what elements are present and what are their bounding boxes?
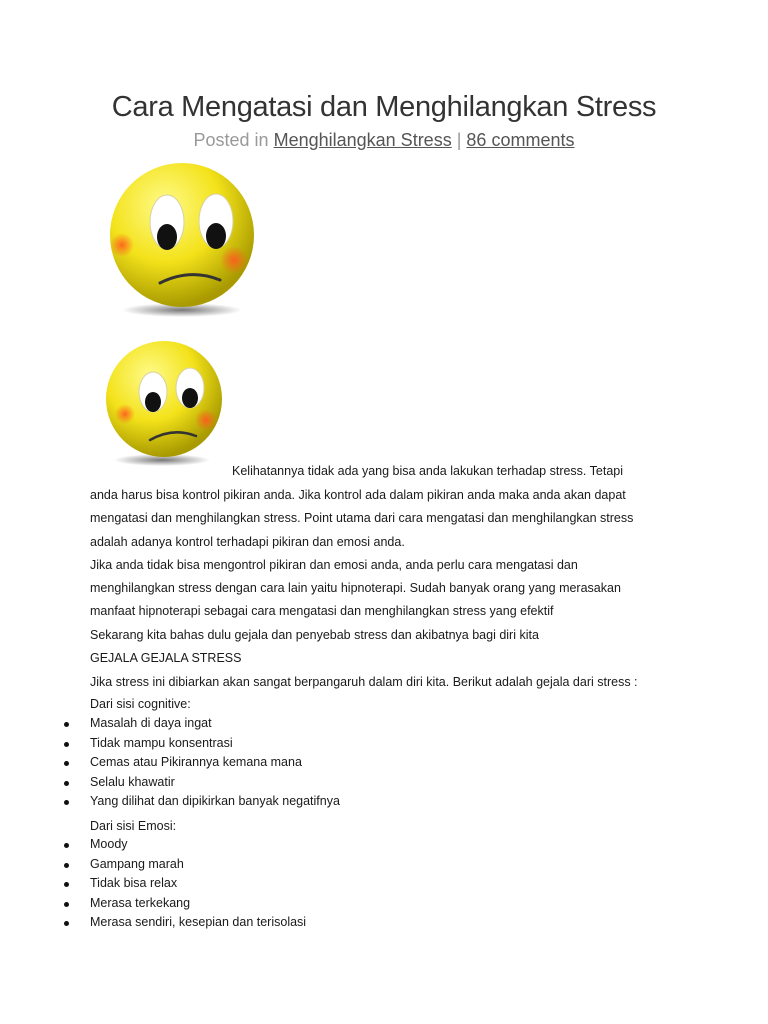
paragraph-line: Jika stress ini dibiarkan akan sangat berpangaruh dalam diri kita. Berikut adalah gejala dari stress : xyxy=(90,675,638,689)
list-item xyxy=(64,753,340,773)
paragraph-line: anda harus bisa kontrol pikiran anda. Jika kontrol ada dalam pikiran anda maka anda akan dapat xyxy=(90,488,626,502)
bullet-icon xyxy=(64,742,69,747)
section-heading: GEJALA GEJALA STRESS xyxy=(90,651,242,665)
bullet-icon xyxy=(64,902,69,907)
list-item-text: Gampang marah xyxy=(90,856,184,871)
bullet-icon xyxy=(64,722,69,727)
list-item-text: Yang dilihat dan dipikirkan banyak negatifnya xyxy=(90,794,340,808)
article-title: Cara Mengatasi dan Menghilangkan Stress xyxy=(111,91,657,123)
list-item xyxy=(64,855,306,875)
bullet-icon xyxy=(64,921,69,926)
list-item xyxy=(64,734,340,754)
posted-in-label: Posted in xyxy=(193,130,269,150)
paragraph-line: Sekarang kita bahas dulu gejala dan penyebab stress dan akibatnya bagi diri kita xyxy=(90,628,539,642)
sad-smiley-icon xyxy=(98,332,230,472)
list-item xyxy=(64,894,306,914)
list-item xyxy=(64,714,340,734)
list-item xyxy=(64,874,306,894)
paragraph-line: menghilangkan stress dengan cara lain yaitu hipnoterapi. Sudah banyak orang yang merasakan xyxy=(90,581,621,595)
list-item-text: Masalah di daya ingat xyxy=(90,716,212,730)
list-item-text: Tidak bisa relax xyxy=(90,876,178,890)
list-item-text: Merasa sendiri, kesepian dan terisolasi xyxy=(90,915,307,929)
bullet-icon xyxy=(64,781,69,786)
list-heading-cognitive: Dari sisi cognitive: xyxy=(90,697,191,711)
bullet-icon xyxy=(64,843,69,848)
list-item-text: Tidak mampu konsentrasi xyxy=(90,735,233,750)
list-item-text: Selalu khawatir xyxy=(90,774,175,789)
list-item-text: Cemas atau Pikirannya kemana mana xyxy=(90,755,302,769)
emotion-list xyxy=(64,835,306,933)
paragraph-line: Kelihatannya tidak ada yang bisa anda lakukan terhadap stress. Tetapi xyxy=(232,464,624,478)
category-link[interactable]: Menghilangkan Stress xyxy=(273,130,452,150)
bullet-icon xyxy=(64,800,69,805)
paragraph-line: adalah adanya kontrol terhadapi pikiran dan emosi anda. xyxy=(90,535,405,549)
list-item-text: Moody xyxy=(90,837,128,851)
bullet-icon xyxy=(64,863,69,868)
list-item xyxy=(64,792,340,812)
list-item-text: Merasa terkekang xyxy=(90,895,191,910)
meta-separator: | xyxy=(456,130,462,150)
cognitive-list xyxy=(64,714,340,812)
list-item xyxy=(64,835,306,855)
paragraph-line: Jika anda tidak bisa mengontrol pikiran dan emosi anda, anda perlu cara mengatasi dan xyxy=(90,558,578,572)
sad-smiley-icon xyxy=(100,150,265,325)
paragraph-line: mengatasi dan menghilangkan stress. Point utama dari cara mengatasi dan menghilangkan stress xyxy=(90,511,634,525)
bullet-icon xyxy=(64,882,69,887)
list-item xyxy=(64,913,306,933)
list-heading-emotion: Dari sisi Emosi: xyxy=(90,819,177,833)
list-item xyxy=(64,773,340,793)
comments-link[interactable]: 86 comments xyxy=(466,130,575,150)
bullet-icon xyxy=(64,761,69,766)
paragraph-line: manfaat hipnoterapi sebagai cara mengatasi dan menghilangkan stress yang efektif xyxy=(90,604,554,618)
post-meta xyxy=(0,130,768,151)
